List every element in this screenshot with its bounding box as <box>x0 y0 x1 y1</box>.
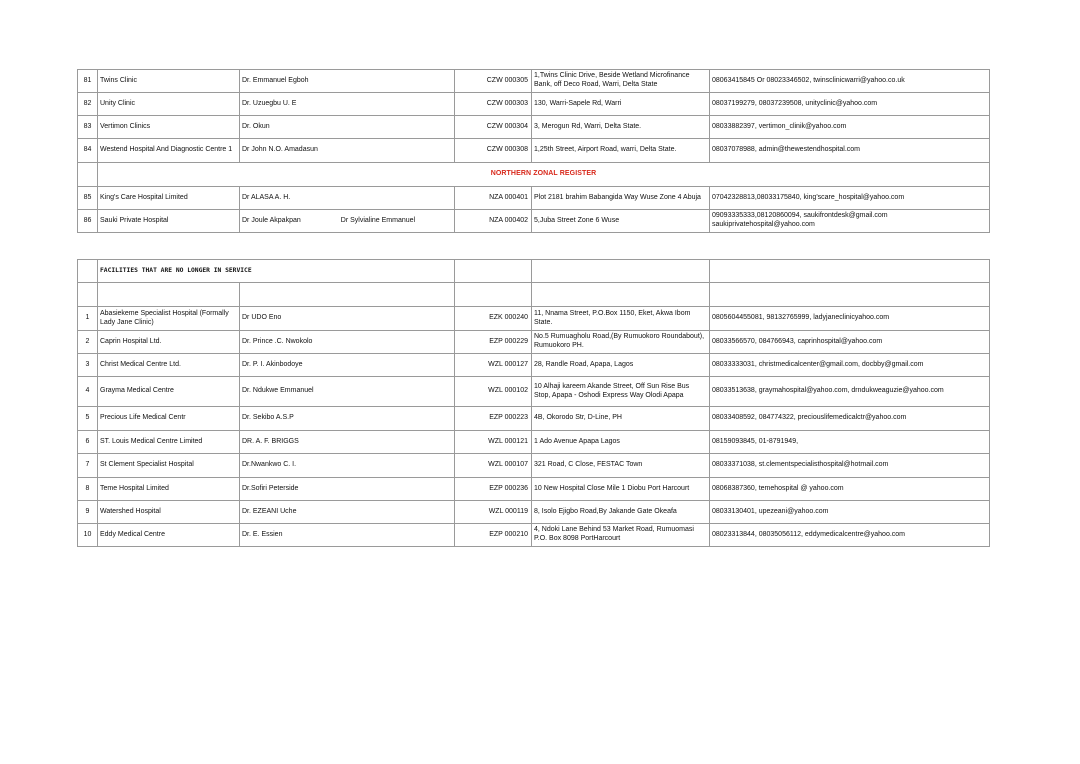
registration-code: EZK 000240 <box>455 307 532 331</box>
facility-name: Teme Hospital Limited <box>98 478 240 501</box>
doctor-name: Dr ALASA A. H. <box>240 187 455 210</box>
table-row <box>78 93 990 116</box>
table-row <box>78 116 990 139</box>
table-row <box>78 210 990 233</box>
table-row <box>78 377 990 407</box>
blank-row <box>78 283 990 307</box>
table-row <box>78 187 990 210</box>
facility-name: Caprin Hospital Ltd. <box>98 331 240 354</box>
facility-address: 130, Warri-Sapele Rd, Warri <box>532 93 710 116</box>
zone-title: NORTHERN ZONAL REGISTER <box>98 163 990 187</box>
facility-name: Eddy Medical Centre <box>98 524 240 547</box>
row-number: 3 <box>78 354 98 377</box>
table-row <box>78 454 990 478</box>
zone-header-row <box>78 163 990 187</box>
facility-name: Twins Clinic <box>98 70 240 93</box>
facility-name: ST. Louis Medical Centre Limited <box>98 431 240 454</box>
empty-cell <box>78 283 98 307</box>
table-row <box>78 407 990 431</box>
doctor-name: Dr. Okun <box>240 116 455 139</box>
row-number: 5 <box>78 407 98 431</box>
doctor-name: Dr UDO Eno <box>240 307 455 331</box>
facility-address: 1,Twins Clinic Drive, Beside Wetland Microfinance Bank, off Deco Road, Warri, Delta State <box>532 70 710 93</box>
facility-address: 28, Randle Road, Apapa, Lagos <box>532 354 710 377</box>
registration-code: WZL 000121 <box>455 431 532 454</box>
table-row <box>78 331 990 354</box>
inactive-facilities-table <box>77 259 990 547</box>
facility-address: 8, Isolo Ejigbo Road,By Jakande Gate Okeafa <box>532 501 710 524</box>
doctor-name: Dr.Sofiri Peterside <box>240 478 455 501</box>
table-row <box>78 524 990 547</box>
row-number: 85 <box>78 187 98 210</box>
empty-cell <box>532 260 710 283</box>
row-number: 82 <box>78 93 98 116</box>
facility-address: 5,Juba Street Zone 6 Wuse <box>532 210 710 233</box>
doctor-name: Dr Joule Akpakpan <box>242 216 301 224</box>
zone-header-spacer <box>78 163 98 187</box>
facility-contact: 08063415845 Or 08023346502, twinsclinicwarri@yahoo.co.uk <box>710 70 990 93</box>
empty-cell <box>710 283 990 307</box>
registration-code: WZL 000119 <box>455 501 532 524</box>
doctor-name: Dr. Sekibo A.S.P <box>240 407 455 431</box>
empty-cell <box>98 283 240 307</box>
registration-code: EZP 000223 <box>455 407 532 431</box>
facility-address: 11, Nnama Street, P.O.Box 1150, Eket, Akwa Ibom State. <box>532 307 710 331</box>
row-number: 6 <box>78 431 98 454</box>
row-number: 8 <box>78 478 98 501</box>
registration-code: EZP 000236 <box>455 478 532 501</box>
section-title: FACILITIES THAT ARE NO LONGER IN SERVICE <box>98 260 455 283</box>
facility-name: Unity Clinic <box>98 93 240 116</box>
row-number: 84 <box>78 139 98 163</box>
facility-address: Plot 2181 brahim Babangida Way Wuse Zone 4 Abuja <box>532 187 710 210</box>
doctor-name: Dr. Emmanuel Egboh <box>240 70 455 93</box>
registration-code: CZW 000305 <box>455 70 532 93</box>
doctor-name: Dr. E. Essien <box>240 524 455 547</box>
facility-contact: 08033566570, 084766943, caprinhospital@yahoo.com <box>710 331 990 354</box>
row-number: 7 <box>78 454 98 478</box>
facility-name: Precious Life Medical Centr <box>98 407 240 431</box>
doctor-name-secondary: Dr Sylvialine Emmanuel <box>340 216 416 224</box>
registration-code: WZL 000102 <box>455 377 532 407</box>
doctor-name: Dr. Uzuegbu U. E <box>240 93 455 116</box>
registration-code: CZW 000308 <box>455 139 532 163</box>
table-row <box>78 431 990 454</box>
registration-code: EZP 000229 <box>455 331 532 354</box>
registration-code: CZW 000303 <box>455 93 532 116</box>
row-number: 1 <box>78 307 98 331</box>
registration-code: CZW 000304 <box>455 116 532 139</box>
table-row <box>78 307 990 331</box>
facility-address: 4, Ndoki Lane Behind 53 Market Road, Rumuomasi P.O. Box 8098 PortHarcourt <box>532 524 710 547</box>
doctor-name: Dr. Ndukwe Emmanuel <box>240 377 455 407</box>
facility-name: Grayma Medical Centre <box>98 377 240 407</box>
facility-name: St Clement Specialist Hospital <box>98 454 240 478</box>
facility-address: 1,25th Street, Airport Road, warri, Delta State. <box>532 139 710 163</box>
registration-code: NZA 000402 <box>455 210 532 233</box>
row-number: 86 <box>78 210 98 233</box>
facility-name: Sauki Private Hospital <box>98 210 240 233</box>
empty-cell <box>455 283 532 307</box>
row-number: 2 <box>78 331 98 354</box>
empty-cell <box>710 260 990 283</box>
facility-contact: 08037078988, admin@thewestendhospital.com <box>710 139 990 163</box>
doctor-name: Dr John N.O. Amadasun <box>240 139 455 163</box>
row-number: 83 <box>78 116 98 139</box>
empty-cell <box>455 260 532 283</box>
facility-contact: 08033882397, vertimon_clinik@yahoo.com <box>710 116 990 139</box>
table-row <box>78 139 990 163</box>
facility-name: Christ Medical Centre Ltd. <box>98 354 240 377</box>
facility-address: 10 New Hospital Close Mile 1 Diobu Port Harcourt <box>532 478 710 501</box>
facility-contact: 07042328813,08033175840, king'scare_hospital@yahoo.com <box>710 187 990 210</box>
facility-contact: 08159093845, 01-8791949, <box>710 431 990 454</box>
empty-cell <box>532 283 710 307</box>
facility-contact: 08033513638, graymahospital@yahoo.com, drndukweaguzie@yahoo.com <box>710 377 990 407</box>
facility-contact: 08068387360, temehospital @ yahoo.com <box>710 478 990 501</box>
table-row <box>78 354 990 377</box>
registration-code: WZL 000127 <box>455 354 532 377</box>
facility-contact: 08033130401, upezeani@yahoo.com <box>710 501 990 524</box>
facility-address: 321 Road, C Close, FESTAC Town <box>532 454 710 478</box>
facility-name: Vertimon Clinics <box>98 116 240 139</box>
table-row <box>78 478 990 501</box>
row-number: 4 <box>78 377 98 407</box>
facility-contact: 0805604455081, 98132765999, ladyjaneclinicyahoo.com <box>710 307 990 331</box>
registration-code: EZP 000210 <box>455 524 532 547</box>
registration-code: WZL 000107 <box>455 454 532 478</box>
facility-name: Watershed Hospital <box>98 501 240 524</box>
facility-address: 1 Ado Avenue Apapa Lagos <box>532 431 710 454</box>
doctor-name: Dr. P. I. Akinbodoye <box>240 354 455 377</box>
section-header-spacer <box>78 260 98 283</box>
facility-contact: 08037199279, 08037239508, unityclinic@yahoo.com <box>710 93 990 116</box>
doctor-name: Dr.Nwankwo C. I. <box>240 454 455 478</box>
table-row <box>78 70 990 93</box>
table-row <box>78 501 990 524</box>
facility-contact <box>710 210 990 233</box>
row-number: 81 <box>78 70 98 93</box>
doctor-name: Dr. EZEANI Uche <box>240 501 455 524</box>
facility-address: 3, Merogun Rd, Warri, Delta State. <box>532 116 710 139</box>
facility-address: No.5 Rumuagholu Road,(By Rumuokoro Roundabout), Rumuokoro PH. <box>532 331 710 354</box>
facility-address: 10 Alhaji kareem Akande Street, Off Sun Rise Bus Stop, Apapa - Oshodi Express Way Olodi Apapa <box>532 377 710 407</box>
row-number: 9 <box>78 501 98 524</box>
facility-name: King's Care Hospital Limited <box>98 187 240 210</box>
facility-contact: 08033371038, st.clementspecialisthospital@hotmail.com <box>710 454 990 478</box>
registration-code: NZA 000401 <box>455 187 532 210</box>
register-table <box>77 69 990 233</box>
doctor-name: Dr. Prince .C. Nwokolo <box>240 331 455 354</box>
facility-contact: 08023313844, 08035056112, eddymedicalcentre@yahoo.com <box>710 524 990 547</box>
facility-name: Abasiekeme Specialist Hospital (Formally Lady Jane Clinic) <box>98 307 240 331</box>
facility-contact-text: 09093335333,08120860094, saukifrontdesk@gmail.com saukiprivatehospital@yahoo.com <box>712 212 888 228</box>
facility-address: 4B, Okorodo Str, D-Line, PH <box>532 407 710 431</box>
empty-cell <box>240 283 455 307</box>
row-number: 10 <box>78 524 98 547</box>
doctor-name: DR. A. F. BRIGGS <box>240 431 455 454</box>
section-header-row <box>78 260 990 283</box>
facility-contact: 08033408592, 084774322, preciouslifemedicalctr@yahoo.com <box>710 407 990 431</box>
facility-name: Westend Hospital And Diagnostic Centre 1 <box>98 139 240 163</box>
facility-contact: 08033333031, christmedicalcenter@gmail.com, docbby@gmail.com <box>710 354 990 377</box>
doctor-cell <box>240 210 455 233</box>
